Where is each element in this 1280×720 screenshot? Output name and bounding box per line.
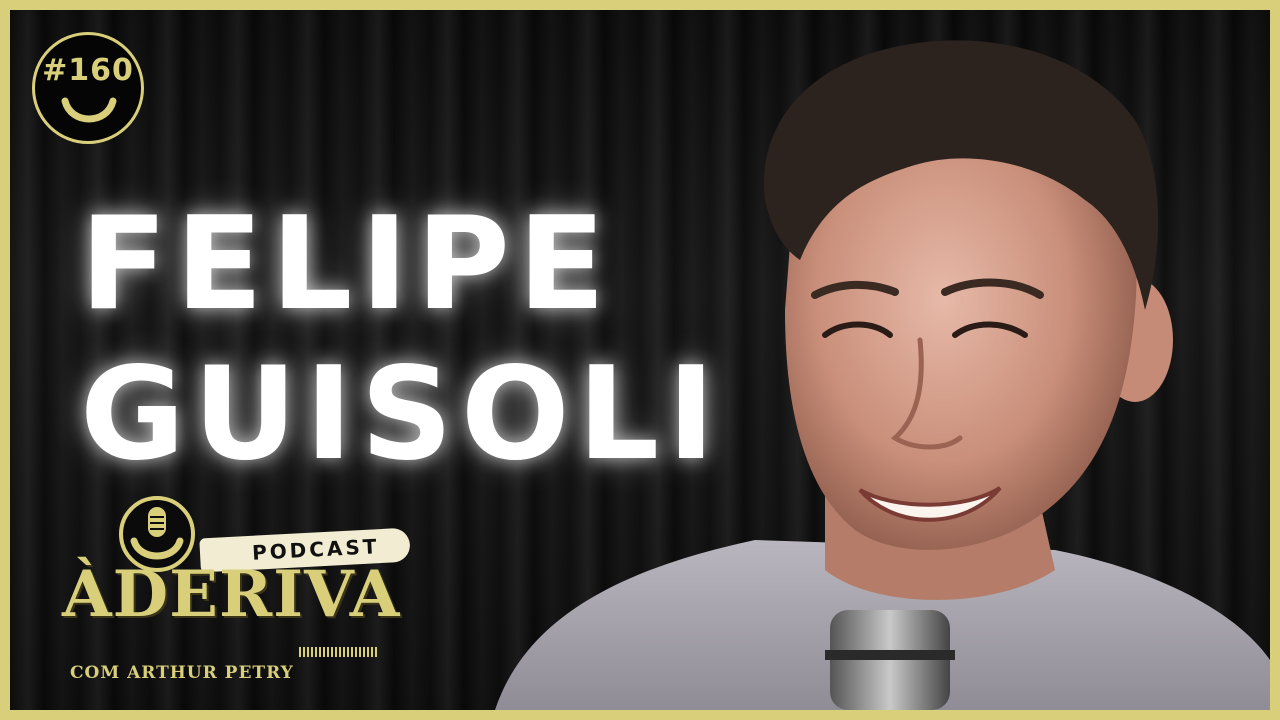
guest-first-name: FELIPE: [80, 190, 614, 339]
guest-name: [80, 190, 723, 490]
thumbnail-stage: [10, 10, 1270, 710]
podcast-host: COM ARTHUR PETRY: [70, 663, 294, 683]
episode-number: #160: [42, 53, 134, 88]
podcast-tag: PODCAST: [199, 528, 410, 573]
podcast-brand: ÀDERIVA: [62, 557, 401, 632]
ornament-icon: [298, 645, 388, 659]
guest-last-name: GUISOLI: [80, 340, 723, 489]
podcast-logo: [58, 495, 401, 700]
smile-icon: [61, 97, 117, 125]
episode-badge: [32, 32, 144, 144]
